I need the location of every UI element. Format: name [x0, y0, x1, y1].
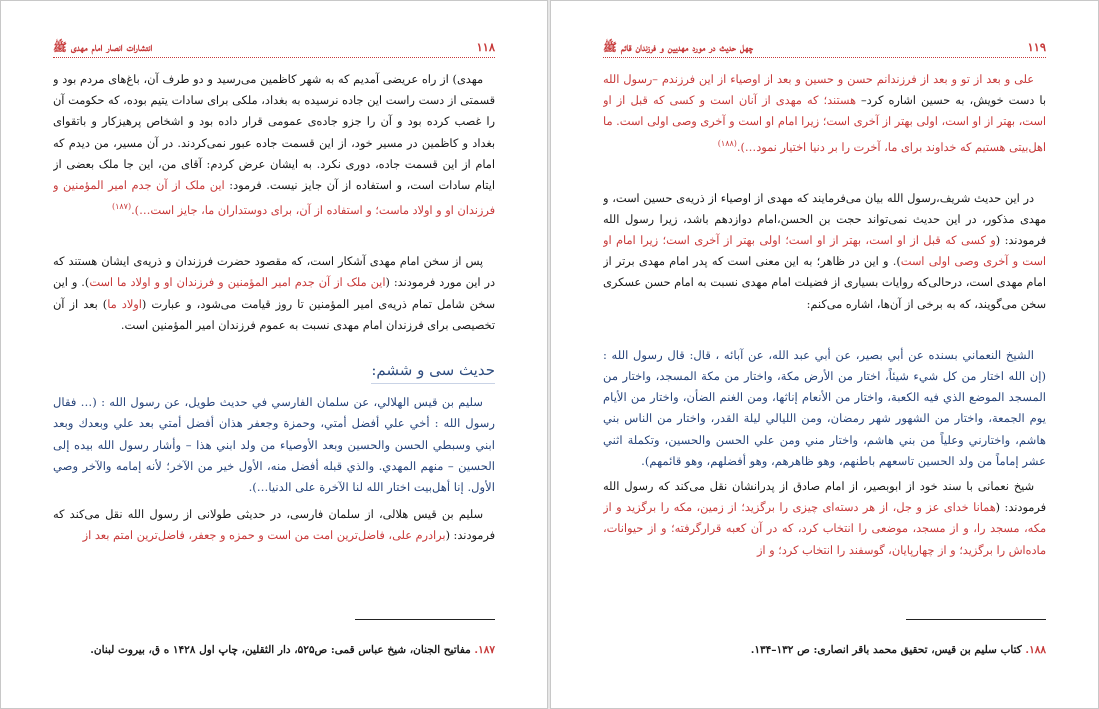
- page-number: ۱۱۹: [1027, 40, 1046, 54]
- footnote: [53, 636, 495, 656]
- footnote-rule: [355, 619, 495, 620]
- paragraph: شیخ نعمانی با سند خود از ابوبصیر، از امام صادق از پدرانشان نقل می‌کند که رسول الله فرمودند: (همانا خدای عز و جل، از هر دسته‌ای چیزی را برگزید؛ از زمین، مکه را برگزید و از مکه، مسجد را، و از مسجد، موضعی را انتخاب کرد، که در آن کعبه قرارگرفته؛ و از حیوانات، ماده‌اش را برگزید؛ و از چهارپایان، گوسفند را انتخاب کرد؛ و از: [603, 480, 1046, 557]
- arabic-hadith: سليم بن قيس الهلالي، عن سلمان الفارسي في حديث طويل، عن رسول الله : (… فقال رسول الله : أخي علي أفضل أمتي، وحمزة وجعفر هذان أفضل أمتي بعد علي وبعدك وبعد ابني وسبطي الحسن والحسين وبعد الأوصياء من ولد ابني هذا – وأشار رسول الله بيده إلى الحسين – منهم المهدي. والذي قبله أفضل منه، الأول خير من الآخر؛ لأنه إمامه والآخر وصي الأول. إنا أهل‌بيت اختار الله لنا الآخرة على الدنيا…).: [53, 395, 495, 495]
- footnote-text: کتاب سلیم بن قیس، تحقیق محمد باقر انصاری: ص ۱۳۲–۱۳۴.: [750, 644, 1022, 656]
- page-body: [53, 69, 495, 618]
- paragraph: در این حدیث شریف،رسول الله بیان می‌فرمایند که مهدی از اوصیاء از ذریه‌ی حسین است، و مهدی مذکور، در این حدیث نمی‌تواند حجت بن الحسن،امام دوازدهم باشد، زیرا رسول الله فرمودند: (و کسی که قبل از او است، بهتر از او است؛ اولی بهتر از آخری است؛ زیرا امام او است و آخری وصی اولی است). و این در ظاهر؛ به این معنی است که پدر امام مهدی برتر از امام مهدی است، درحالی‌که روایات بسیاری از فضیلت امام مهدی نسبت به امام حسن عسکری سخن می‌گویند، که به برخی از آن‌ها، اشاره می‌کنم:: [603, 191, 1046, 311]
- arabic-hadith: الشيخ النعماني بسنده عن أبي بصير، عن أبي عبد الله، عن آبائه ، قال: قال رسول الله : (إن الله اختار من كل شيء شيئاً، اختار من الأرض مكة، واختار من مكة المسجد، واختار من المسجد الموضع الذي فيه الكعبة، واختار من الأنعام إناثها، ومن الغنم الضأن، واختار من الأيام يوم الجمعة، واختار من الشهور شهر رمضان، ومن الليالي ليلة القدر، واختار من الناس بني هاشم، واختارني وعلياً من بني هاشم، واختار مني ومن علي الحسن والحسين، وتكملة اثني عشر إماماً من ولد الحسين تاسعهم باطنهم، وهو ظاهرهم، وهو أفضلهم، وهو قائمهم).: [603, 347, 1046, 468]
- page-body: [603, 69, 1046, 618]
- footnote-rule: [906, 619, 1046, 620]
- footnote-text: مفاتیح الجنان، شیخ عباس قمی: ص۵۲۵، دار الثقلین، چاپ اول ۱۴۲۸ ه ق، بیروت لبنان.: [90, 644, 471, 656]
- right-page: [550, 0, 1099, 709]
- paragraph: علی و بعد از تو و بعد از فرزندانم حسن و حسین و بعد از اوصیاء از این فرزندم –رسول الله با دست خویش، به حسین اشاره کرد– هستند؛ که مهدی از آنان است و کسی که قبل از او است، بهتر از او است، اولی بهتر از آخری است؛ زیرا امام او است و آخری وصی اولی است. ما اهل‌بیتی هستیم که خداوند برای ما، آخرت را بر دنیا اختیار نمود…).$^{(۱۸۸)}$: [603, 73, 1046, 154]
- page-header: [53, 37, 495, 58]
- paragraph: مهدی) از راه عریضی آمدیم که به شهر کاظمین می‌رسید و دو طرف آن، باغ‌های مردم بود و قسمتی از دست راست این جاده نرسیده به بغداد، ملکی برای سادات یتیم بوده، که حکومت آن را غصب کرده بود و آن را جزو جاده‌ی عمومی قرار داده بود و اشخاص پرهیزکار و باتقوای بغداد و کاظمین در مسیر خود، از این قسمت جاده عبور نمی‌کردند. در آن مسیر، من دیدم که امام از این قسمت جاده، دوری نکرد. به ایشان عرض کردم: آقای من، این جا ملک بعضی از ایتام سادات است، و استفاده از آن جایز نیست. فرمود: این ملک از آن جدم امیر المؤمنین و فرزندان او و اولاد ماست؛ و استفاده از آن، برای دوستداران ما، جایز است…).$^{(۱۸۷)}$: [53, 73, 495, 217]
- page-header: [603, 37, 1046, 58]
- footnote-ref: (۱۸۷): [111, 202, 132, 212]
- footnote-number: ۱۸۸.: [1025, 644, 1046, 656]
- section-title: حدیث سی و ششم:: [371, 360, 495, 384]
- paragraph: پس از سخن امام مهدی آشکار است، که مقصود حضرت فرزندان و ذریه‌ی ایشان هستند که در این مورد فرمودند: (این ملک از آن جدم امیر المؤمنین و فرزندان او و اولاد ما است). و این سخن شامل تمام ذریه‌ی امیر المؤمنین تا روز قیامت می‌شود، و عبارت (اولاد ما) بعد از آن تخصیصی برای فرزندان امام مهدی نسبت به عموم فرزندان امیر المؤمنین است.: [53, 255, 495, 332]
- left-page: [0, 0, 548, 709]
- page-number: ۱۱۸: [476, 40, 495, 54]
- quote-red: این ملک از آن جدم امیر المؤمنین و فرزندان او و اولاد ماست؛ و استفاده از آن، برای دوستداران ما، جایز است…).: [53, 179, 495, 217]
- footnote-number: ۱۸۷.: [474, 644, 495, 656]
- paragraph: سلیم بن قیس هلالی، از سلمان فارسی، در حدیثی طولانی از رسول الله نقل می‌کند که فرمودند: (برادرم علی، فاضل‌ترین امت من است و حمزه و جعفر، فاضل‌ترین امتم بعد از: [53, 508, 495, 543]
- running-title: چهل حدیث در مورد مهدیین و فرزندان قائم ﷺ: [603, 40, 754, 54]
- footnote-ref: (۱۸۸): [717, 138, 737, 148]
- footnote: [603, 636, 1046, 656]
- running-title: انتشارات انصار امام مهدی ﷺ: [53, 40, 153, 54]
